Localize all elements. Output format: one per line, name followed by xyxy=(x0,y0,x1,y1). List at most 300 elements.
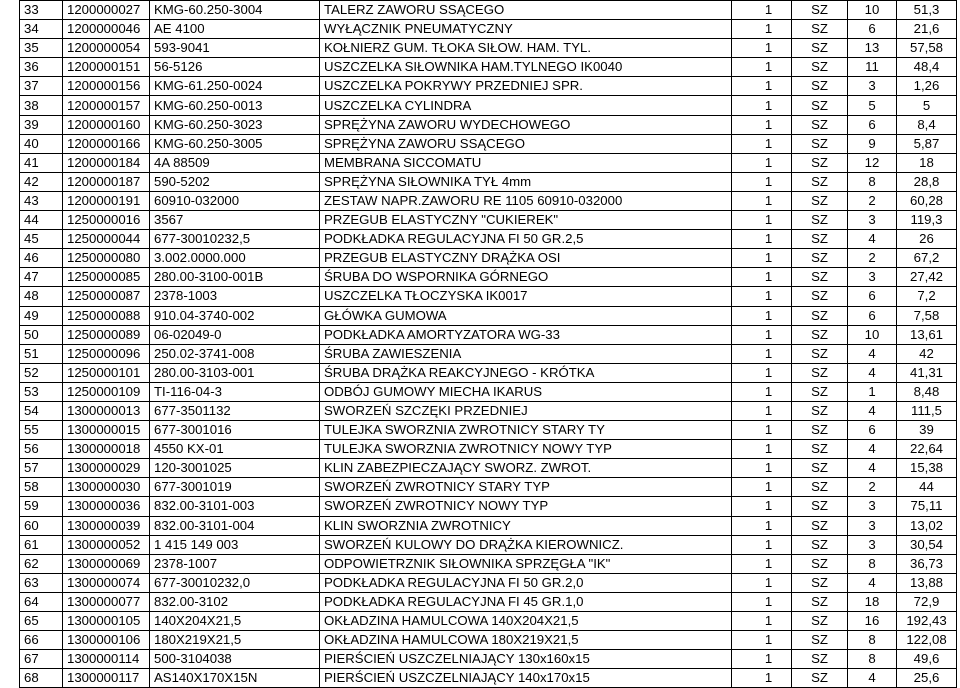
row-number-cell: 65 xyxy=(20,612,63,631)
unit-cell: SZ xyxy=(792,382,848,401)
part-number-cell: AE 4100 xyxy=(150,20,320,39)
item-code-cell: 1250000085 xyxy=(63,268,150,287)
part-name-cell: GŁÓWKA GUMOWA xyxy=(320,306,732,325)
count-cell: 4 xyxy=(848,459,897,478)
unit-cell: SZ xyxy=(792,268,848,287)
item-code-cell: 1250000087 xyxy=(63,287,150,306)
part-number-cell: KMG-60.250-3005 xyxy=(150,134,320,153)
quantity-cell: 1 xyxy=(732,612,792,631)
part-name-cell: KOŁNIERZ GUM. TŁOKA SIŁOW. HAM. TYL. xyxy=(320,39,732,58)
unit-cell: SZ xyxy=(792,134,848,153)
value-cell: 5,87 xyxy=(897,134,957,153)
row-number-cell: 49 xyxy=(20,306,63,325)
item-code-cell: 1200000054 xyxy=(63,39,150,58)
table-row xyxy=(20,172,957,191)
count-cell: 13 xyxy=(848,39,897,58)
table-row xyxy=(20,478,957,497)
table-row xyxy=(20,268,957,287)
row-number-cell: 54 xyxy=(20,401,63,420)
part-name-cell: PRZEGUB ELASTYCZNY DRĄŻKA OSI xyxy=(320,249,732,268)
value-cell: 72,9 xyxy=(897,592,957,611)
part-name-cell: TULEJKA SWORZNIA ZWROTNICY STARY TY xyxy=(320,421,732,440)
count-cell: 6 xyxy=(848,421,897,440)
part-number-cell: 677-30010232,5 xyxy=(150,230,320,249)
quantity-cell: 1 xyxy=(732,134,792,153)
unit-cell: SZ xyxy=(792,77,848,96)
row-number-cell: 63 xyxy=(20,573,63,592)
count-cell: 6 xyxy=(848,20,897,39)
part-number-cell: 832.00-3101-003 xyxy=(150,497,320,516)
part-name-cell: WYŁĄCZNIK PNEUMATYCZNY xyxy=(320,20,732,39)
item-code-cell: 1200000184 xyxy=(63,153,150,172)
table-row xyxy=(20,153,957,172)
count-cell: 10 xyxy=(848,325,897,344)
quantity-cell: 1 xyxy=(732,191,792,210)
unit-cell: SZ xyxy=(792,363,848,382)
part-name-cell: USZCZELKA TŁOCZYSKA IK0017 xyxy=(320,287,732,306)
value-cell: 8,48 xyxy=(897,382,957,401)
part-number-cell: 1 415 149 003 xyxy=(150,535,320,554)
unit-cell: SZ xyxy=(792,1,848,20)
quantity-cell: 1 xyxy=(732,20,792,39)
row-number-cell: 66 xyxy=(20,631,63,650)
quantity-cell: 1 xyxy=(732,268,792,287)
part-name-cell: ŚRUBA ZAWIESZENIA xyxy=(320,344,732,363)
table-row xyxy=(20,58,957,77)
quantity-cell: 1 xyxy=(732,211,792,230)
part-number-cell: 2378-1007 xyxy=(150,554,320,573)
part-name-cell: PRZEGUB ELASTYCZNY "CUKIEREK" xyxy=(320,211,732,230)
count-cell: 4 xyxy=(848,669,897,688)
quantity-cell: 1 xyxy=(732,58,792,77)
item-code-cell: 1250000080 xyxy=(63,249,150,268)
value-cell: 60,28 xyxy=(897,191,957,210)
row-number-cell: 41 xyxy=(20,153,63,172)
item-code-cell: 1300000029 xyxy=(63,459,150,478)
item-code-cell: 1250000016 xyxy=(63,211,150,230)
count-cell: 3 xyxy=(848,268,897,287)
table-row xyxy=(20,287,957,306)
count-cell: 8 xyxy=(848,650,897,669)
table-row xyxy=(20,497,957,516)
value-cell: 48,4 xyxy=(897,58,957,77)
table-row xyxy=(20,459,957,478)
unit-cell: SZ xyxy=(792,153,848,172)
table-row xyxy=(20,77,957,96)
quantity-cell: 1 xyxy=(732,344,792,363)
part-name-cell: SPRĘŻYNA SIŁOWNIKA TYŁ 4mm xyxy=(320,172,732,191)
part-name-cell: SWORZEŃ SZCZĘKI PRZEDNIEJ xyxy=(320,401,732,420)
part-name-cell: SWORZEŃ ZWROTNICY STARY TYP xyxy=(320,478,732,497)
item-code-cell: 1250000101 xyxy=(63,363,150,382)
row-number-cell: 60 xyxy=(20,516,63,535)
unit-cell: SZ xyxy=(792,650,848,669)
part-number-cell: 180X219X21,5 xyxy=(150,631,320,650)
part-number-cell: 500-3104038 xyxy=(150,650,320,669)
value-cell: 7,2 xyxy=(897,287,957,306)
unit-cell: SZ xyxy=(792,669,848,688)
quantity-cell: 1 xyxy=(732,631,792,650)
row-number-cell: 48 xyxy=(20,287,63,306)
part-name-cell: SPRĘŻYNA ZAWORU WYDECHOWEGO xyxy=(320,115,732,134)
table-row xyxy=(20,39,957,58)
count-cell: 6 xyxy=(848,287,897,306)
unit-cell: SZ xyxy=(792,230,848,249)
quantity-cell: 1 xyxy=(732,77,792,96)
value-cell: 57,58 xyxy=(897,39,957,58)
row-number-cell: 35 xyxy=(20,39,63,58)
item-code-cell: 1300000015 xyxy=(63,421,150,440)
table-row xyxy=(20,631,957,650)
unit-cell: SZ xyxy=(792,39,848,58)
count-cell: 4 xyxy=(848,573,897,592)
quantity-cell: 1 xyxy=(732,669,792,688)
row-number-cell: 50 xyxy=(20,325,63,344)
item-code-cell: 1300000117 xyxy=(63,669,150,688)
count-cell: 3 xyxy=(848,77,897,96)
value-cell: 13,61 xyxy=(897,325,957,344)
unit-cell: SZ xyxy=(792,478,848,497)
part-number-cell: 3567 xyxy=(150,211,320,230)
row-number-cell: 67 xyxy=(20,650,63,669)
value-cell: 30,54 xyxy=(897,535,957,554)
item-code-cell: 1250000096 xyxy=(63,344,150,363)
count-cell: 16 xyxy=(848,612,897,631)
unit-cell: SZ xyxy=(792,115,848,134)
count-cell: 8 xyxy=(848,631,897,650)
part-number-cell: TI-116-04-3 xyxy=(150,382,320,401)
part-name-cell: SWORZEŃ KULOWY DO DRĄŻKA KIEROWNICZ. xyxy=(320,535,732,554)
part-name-cell: PODKŁADKA REGULACYJNA FI 50 GR.2,5 xyxy=(320,230,732,249)
row-number-cell: 51 xyxy=(20,344,63,363)
quantity-cell: 1 xyxy=(732,382,792,401)
value-cell: 22,64 xyxy=(897,440,957,459)
part-name-cell: KLIN ZABEZPIECZAJĄCY SWORZ. ZWROT. xyxy=(320,459,732,478)
table-row xyxy=(20,344,957,363)
item-code-cell: 1200000156 xyxy=(63,77,150,96)
quantity-cell: 1 xyxy=(732,287,792,306)
table-row xyxy=(20,191,957,210)
row-number-cell: 34 xyxy=(20,20,63,39)
value-cell: 42 xyxy=(897,344,957,363)
part-number-cell: 832.00-3101-004 xyxy=(150,516,320,535)
count-cell: 8 xyxy=(848,172,897,191)
parts-table xyxy=(19,0,957,688)
count-cell: 6 xyxy=(848,115,897,134)
unit-cell: SZ xyxy=(792,554,848,573)
value-cell: 28,8 xyxy=(897,172,957,191)
part-name-cell: ZESTAW NAPR.ZAWORU RE 1105 60910-032000 xyxy=(320,191,732,210)
part-number-cell: 677-3001019 xyxy=(150,478,320,497)
row-number-cell: 37 xyxy=(20,77,63,96)
unit-cell: SZ xyxy=(792,191,848,210)
value-cell: 18 xyxy=(897,153,957,172)
part-number-cell: 280.00-3100-001B xyxy=(150,268,320,287)
unit-cell: SZ xyxy=(792,287,848,306)
quantity-cell: 1 xyxy=(732,249,792,268)
quantity-cell: 1 xyxy=(732,440,792,459)
quantity-cell: 1 xyxy=(732,478,792,497)
table-row xyxy=(20,134,957,153)
part-name-cell: PODKŁADKA AMORTYZATORA WG-33 xyxy=(320,325,732,344)
quantity-cell: 1 xyxy=(732,573,792,592)
value-cell: 13,88 xyxy=(897,573,957,592)
value-cell: 27,42 xyxy=(897,268,957,287)
unit-cell: SZ xyxy=(792,497,848,516)
part-name-cell: PIERŚCIEŃ USZCZELNIAJĄCY 140x170x15 xyxy=(320,669,732,688)
table-row xyxy=(20,115,957,134)
part-number-cell: 06-02049-0 xyxy=(150,325,320,344)
quantity-cell: 1 xyxy=(732,96,792,115)
table-row xyxy=(20,669,957,688)
item-code-cell: 1250000044 xyxy=(63,230,150,249)
part-number-cell: 832.00-3102 xyxy=(150,592,320,611)
table-row xyxy=(20,421,957,440)
part-number-cell: KMG-61.250-0024 xyxy=(150,77,320,96)
unit-cell: SZ xyxy=(792,172,848,191)
row-number-cell: 46 xyxy=(20,249,63,268)
count-cell: 6 xyxy=(848,306,897,325)
value-cell: 8,4 xyxy=(897,115,957,134)
item-code-cell: 1300000013 xyxy=(63,401,150,420)
part-name-cell: USZCZELKA POKRYWY PRZEDNIEJ SPR. xyxy=(320,77,732,96)
part-name-cell: ODBÓJ GUMOWY MIECHA IKARUS xyxy=(320,382,732,401)
value-cell: 44 xyxy=(897,478,957,497)
value-cell: 111,5 xyxy=(897,401,957,420)
part-number-cell: 120-3001025 xyxy=(150,459,320,478)
part-number-cell: 590-5202 xyxy=(150,172,320,191)
count-cell: 2 xyxy=(848,478,897,497)
row-number-cell: 38 xyxy=(20,96,63,115)
unit-cell: SZ xyxy=(792,211,848,230)
table-row xyxy=(20,554,957,573)
table-row xyxy=(20,325,957,344)
item-code-cell: 1300000106 xyxy=(63,631,150,650)
unit-cell: SZ xyxy=(792,306,848,325)
quantity-cell: 1 xyxy=(732,497,792,516)
part-number-cell: 280.00-3103-001 xyxy=(150,363,320,382)
table-row xyxy=(20,363,957,382)
quantity-cell: 1 xyxy=(732,650,792,669)
item-code-cell: 1300000039 xyxy=(63,516,150,535)
quantity-cell: 1 xyxy=(732,459,792,478)
count-cell: 11 xyxy=(848,58,897,77)
row-number-cell: 43 xyxy=(20,191,63,210)
unit-cell: SZ xyxy=(792,440,848,459)
item-code-cell: 1300000074 xyxy=(63,573,150,592)
unit-cell: SZ xyxy=(792,421,848,440)
value-cell: 36,73 xyxy=(897,554,957,573)
part-number-cell: KMG-60.250-3004 xyxy=(150,1,320,20)
value-cell: 122,08 xyxy=(897,631,957,650)
value-cell: 41,31 xyxy=(897,363,957,382)
unit-cell: SZ xyxy=(792,325,848,344)
table-row xyxy=(20,306,957,325)
part-number-cell: 56-5126 xyxy=(150,58,320,77)
item-code-cell: 1250000109 xyxy=(63,382,150,401)
unit-cell: SZ xyxy=(792,573,848,592)
part-number-cell: 677-3001016 xyxy=(150,421,320,440)
part-number-cell: KMG-60.250-0013 xyxy=(150,96,320,115)
row-number-cell: 68 xyxy=(20,669,63,688)
part-number-cell: 2378-1003 xyxy=(150,287,320,306)
count-cell: 8 xyxy=(848,554,897,573)
row-number-cell: 39 xyxy=(20,115,63,134)
part-name-cell: KLIN SWORZNIA ZWROTNICY xyxy=(320,516,732,535)
part-number-cell: 4A 88509 xyxy=(150,153,320,172)
quantity-cell: 1 xyxy=(732,153,792,172)
item-code-cell: 1200000157 xyxy=(63,96,150,115)
item-code-cell: 1300000114 xyxy=(63,650,150,669)
part-number-cell: 140X204X21,5 xyxy=(150,612,320,631)
row-number-cell: 64 xyxy=(20,592,63,611)
item-code-cell: 1300000052 xyxy=(63,535,150,554)
quantity-cell: 1 xyxy=(732,363,792,382)
item-code-cell: 1200000191 xyxy=(63,191,150,210)
row-number-cell: 33 xyxy=(20,1,63,20)
part-name-cell: USZCZELKA CYLINDRA xyxy=(320,96,732,115)
part-name-cell: USZCZELKA SIŁOWNIKA HAM.TYLNEGO IK0040 xyxy=(320,58,732,77)
count-cell: 5 xyxy=(848,96,897,115)
row-number-cell: 45 xyxy=(20,230,63,249)
count-cell: 1 xyxy=(848,382,897,401)
part-number-cell: 4550 KX-01 xyxy=(150,440,320,459)
part-name-cell: TULEJKA SWORZNIA ZWROTNICY NOWY TYP xyxy=(320,440,732,459)
quantity-cell: 1 xyxy=(732,1,792,20)
item-code-cell: 1300000105 xyxy=(63,612,150,631)
quantity-cell: 1 xyxy=(732,172,792,191)
item-code-cell: 1250000089 xyxy=(63,325,150,344)
part-number-cell: 593-9041 xyxy=(150,39,320,58)
count-cell: 2 xyxy=(848,191,897,210)
quantity-cell: 1 xyxy=(732,421,792,440)
table-row xyxy=(20,382,957,401)
part-name-cell: TALERZ ZAWORU SSĄCEGO xyxy=(320,1,732,20)
part-name-cell: OKŁADZINA HAMULCOWA 180X219X21,5 xyxy=(320,631,732,650)
quantity-cell: 1 xyxy=(732,306,792,325)
item-code-cell: 1200000187 xyxy=(63,172,150,191)
row-number-cell: 57 xyxy=(20,459,63,478)
row-number-cell: 56 xyxy=(20,440,63,459)
part-name-cell: MEMBRANA SICCOMATU xyxy=(320,153,732,172)
value-cell: 1,26 xyxy=(897,77,957,96)
row-number-cell: 53 xyxy=(20,382,63,401)
row-number-cell: 52 xyxy=(20,363,63,382)
table-row xyxy=(20,211,957,230)
count-cell: 12 xyxy=(848,153,897,172)
count-cell: 4 xyxy=(848,440,897,459)
unit-cell: SZ xyxy=(792,516,848,535)
table-row xyxy=(20,612,957,631)
row-number-cell: 44 xyxy=(20,211,63,230)
unit-cell: SZ xyxy=(792,249,848,268)
count-cell: 9 xyxy=(848,134,897,153)
quantity-cell: 1 xyxy=(732,554,792,573)
quantity-cell: 1 xyxy=(732,592,792,611)
quantity-cell: 1 xyxy=(732,39,792,58)
table-row xyxy=(20,592,957,611)
part-name-cell: PIERŚCIEŃ USZCZELNIAJĄCY 130x160x15 xyxy=(320,650,732,669)
item-code-cell: 1300000036 xyxy=(63,497,150,516)
item-code-cell: 1250000088 xyxy=(63,306,150,325)
unit-cell: SZ xyxy=(792,344,848,363)
part-number-cell: 60910-032000 xyxy=(150,191,320,210)
row-number-cell: 61 xyxy=(20,535,63,554)
count-cell: 4 xyxy=(848,344,897,363)
count-cell: 3 xyxy=(848,516,897,535)
item-code-cell: 1200000027 xyxy=(63,1,150,20)
unit-cell: SZ xyxy=(792,96,848,115)
value-cell: 192,43 xyxy=(897,612,957,631)
part-name-cell: OKŁADZINA HAMULCOWA 140X204X21,5 xyxy=(320,612,732,631)
row-number-cell: 42 xyxy=(20,172,63,191)
table-row xyxy=(20,96,957,115)
item-code-cell: 1300000069 xyxy=(63,554,150,573)
unit-cell: SZ xyxy=(792,459,848,478)
count-cell: 4 xyxy=(848,401,897,420)
part-name-cell: PODKŁADKA REGULACYJNA FI 50 GR.2,0 xyxy=(320,573,732,592)
row-number-cell: 58 xyxy=(20,478,63,497)
value-cell: 13,02 xyxy=(897,516,957,535)
table-row xyxy=(20,249,957,268)
count-cell: 18 xyxy=(848,592,897,611)
table-row xyxy=(20,650,957,669)
part-name-cell: SPRĘŻYNA ZAWORU SSĄCEGO xyxy=(320,134,732,153)
unit-cell: SZ xyxy=(792,535,848,554)
item-code-cell: 1300000030 xyxy=(63,478,150,497)
part-name-cell: ŚRUBA DRĄŻKA REAKCYJNEGO - KRÓTKA xyxy=(320,363,732,382)
table-row xyxy=(20,573,957,592)
row-number-cell: 62 xyxy=(20,554,63,573)
quantity-cell: 1 xyxy=(732,115,792,134)
unit-cell: SZ xyxy=(792,401,848,420)
count-cell: 3 xyxy=(848,497,897,516)
part-name-cell: PODKŁADKA REGULACYJNA FI 45 GR.1,0 xyxy=(320,592,732,611)
part-number-cell: 3.002.0000.000 xyxy=(150,249,320,268)
unit-cell: SZ xyxy=(792,592,848,611)
row-number-cell: 55 xyxy=(20,421,63,440)
table-row xyxy=(20,1,957,20)
value-cell: 39 xyxy=(897,421,957,440)
count-cell: 2 xyxy=(848,249,897,268)
part-number-cell: AS140X170X15N xyxy=(150,669,320,688)
row-number-cell: 40 xyxy=(20,134,63,153)
count-cell: 4 xyxy=(848,230,897,249)
part-name-cell: ODPOWIETRZNIK SIŁOWNIKA SPRZĘGŁA "IK" xyxy=(320,554,732,573)
part-name-cell: ŚRUBA DO WSPORNIKA GÓRNEGO xyxy=(320,268,732,287)
value-cell: 21,6 xyxy=(897,20,957,39)
part-number-cell: 677-30010232,0 xyxy=(150,573,320,592)
item-code-cell: 1200000160 xyxy=(63,115,150,134)
part-number-cell: 910.04-3740-002 xyxy=(150,306,320,325)
unit-cell: SZ xyxy=(792,612,848,631)
table-row xyxy=(20,440,957,459)
row-number-cell: 59 xyxy=(20,497,63,516)
quantity-cell: 1 xyxy=(732,325,792,344)
value-cell: 119,3 xyxy=(897,211,957,230)
unit-cell: SZ xyxy=(792,58,848,77)
value-cell: 26 xyxy=(897,230,957,249)
value-cell: 75,11 xyxy=(897,497,957,516)
value-cell: 67,2 xyxy=(897,249,957,268)
quantity-cell: 1 xyxy=(732,535,792,554)
quantity-cell: 1 xyxy=(732,230,792,249)
item-code-cell: 1200000046 xyxy=(63,20,150,39)
item-code-cell: 1200000151 xyxy=(63,58,150,77)
table-row xyxy=(20,401,957,420)
parts-table-body xyxy=(20,1,957,688)
table-row xyxy=(20,20,957,39)
